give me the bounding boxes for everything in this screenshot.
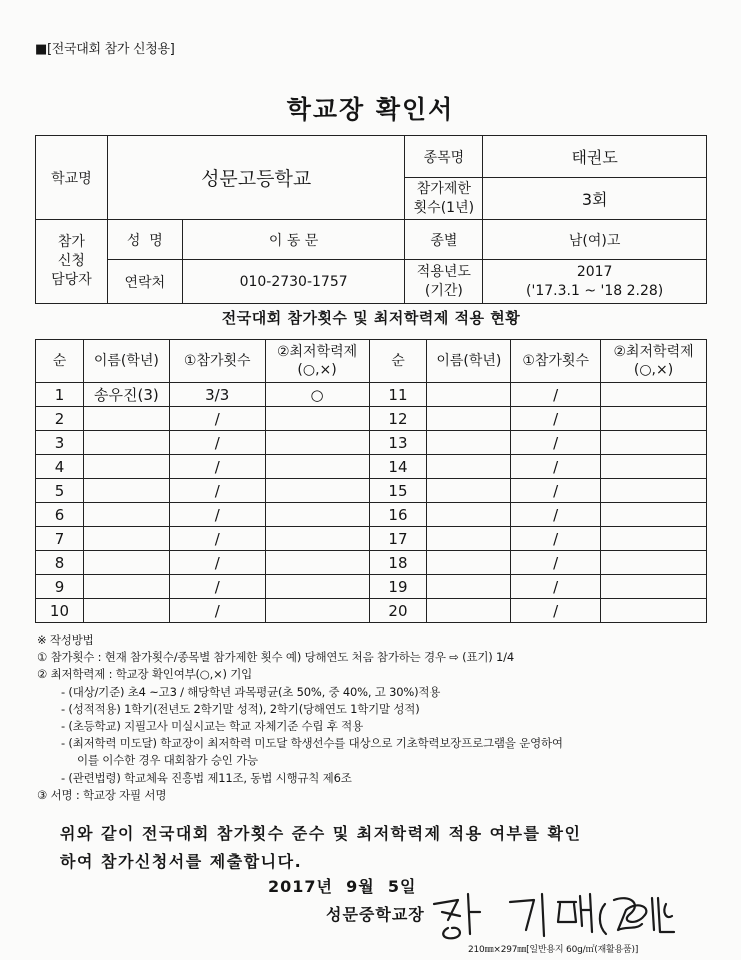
student-name [427,527,511,551]
row-number: 14 [369,455,427,479]
student-name [427,503,511,527]
row-number: 9 [36,575,84,599]
min-academic-check [601,383,707,407]
min-academic-check [265,407,369,431]
student-name [83,407,169,431]
row-number: 5 [36,479,84,503]
participation-count: / [169,551,265,575]
participation-count: / [169,431,265,455]
table-row [36,599,707,623]
participation-count: / [511,503,601,527]
sport-label: 종목명 [405,136,483,178]
min-academic-check [601,527,707,551]
table-row [36,383,707,407]
row-number: 12 [369,407,427,431]
min-academic-check [601,599,707,623]
note-line: ※ 작성방법 [37,633,94,647]
student-name [83,455,169,479]
table-row [36,431,707,455]
min-academic-check [265,527,369,551]
row-number: 17 [369,527,427,551]
document-title: 학교장 확인서 [286,95,455,124]
table-row [36,455,707,479]
min-academic-check [601,503,707,527]
student-name [427,407,511,431]
student-name [427,383,511,407]
row-number: 3 [36,431,84,455]
participation-count: / [169,575,265,599]
participation-count: / [511,479,601,503]
min-academic-check [265,455,369,479]
student-name [427,455,511,479]
name-label: 성 명 [107,220,182,260]
min-academic-check [601,407,707,431]
name-value: 이 동 문 [182,220,405,260]
declaration-line-1: 위와 같이 전국대회 참가횟수 준수 및 최저학력제 적용 여부를 확인 [60,824,582,843]
participation-count: / [169,479,265,503]
sport-value: 태권도 [483,136,707,178]
min-academic-check [601,455,707,479]
note-line: 이를 이수한 경우 대회참가 승인 가능 [77,753,258,768]
student-name: 송우진(3) [83,383,169,407]
period-value: 2017 ('17.3.1 ~ '18 2.28) [483,260,707,304]
gender-label: 종별 [405,220,483,260]
declaration [60,820,581,876]
student-name [427,551,511,575]
school-name-value: 성문고등학교 [107,136,405,220]
participation-count: / [511,599,601,623]
table-row [36,503,707,527]
participation-count: / [511,431,601,455]
table-row [36,575,707,599]
note-line: ② 최저학력제 : 학교장 확인여부(○,×) 기입 [37,667,253,682]
note-line: - (관련법령) 학교체육 진흥법 제11조, 동법 시행규칙 제6조 [61,770,352,785]
student-name [427,575,511,599]
gender-value: 남(여)고 [483,220,707,260]
principal-signature [430,886,690,942]
student-name [83,503,169,527]
student-name [83,599,169,623]
column-header: ②최저학력제 (○,×) [265,340,369,383]
phone-label: 연락처 [107,260,182,304]
min-academic-check [265,551,369,575]
row-number: 1 [36,383,84,407]
min-academic-check [265,479,369,503]
student-name [427,431,511,455]
paper-spec-footer: 210㎜×297㎜[일반용지 60g/㎡(재활용품)] [468,945,639,955]
table-row [36,551,707,575]
note-line: - (초등학교) 지필고사 미실시교는 학교 자체기준 수립 후 적용 [61,719,363,734]
min-academic-check [265,599,369,623]
participation-count: / [169,599,265,623]
row-number: 2 [36,407,84,431]
column-header: 순 [36,340,84,383]
submission-date: 2017년 9월 5일 [268,877,417,896]
school-name-label: 학교명 [36,136,108,220]
participation-count: / [511,551,601,575]
participation-count: / [511,527,601,551]
participation-count: / [169,503,265,527]
participation-limit-label: 참가제한 횟수(1년) [405,178,483,220]
period-label: 적용년도 (기간) [405,260,483,304]
min-academic-check [601,551,707,575]
row-number: 10 [36,599,84,623]
column-header: 순 [369,340,427,383]
student-name [427,479,511,503]
column-header: ②최저학력제 (○,×) [601,340,707,383]
column-header: 이름(학년) [83,340,169,383]
min-academic-check [601,575,707,599]
participation-count: / [169,455,265,479]
table-header-row [36,340,707,383]
min-academic-check [601,479,707,503]
table-title: 전국대회 참가횟수 및 최저학력제 적용 현황 [221,309,521,327]
table-row [36,407,707,431]
row-number: 19 [369,575,427,599]
participation-table [35,339,707,623]
column-header: 이름(학년) [427,340,511,383]
note-line: ③ 서명 : 학교장 자필 서명 [37,787,167,802]
participation-count: / [511,455,601,479]
min-academic-check [601,431,707,455]
min-academic-check [265,503,369,527]
row-number: 11 [369,383,427,407]
participation-limit-value: 3회 [483,178,707,220]
table-row [36,479,707,503]
contact-person-label: 참가 신청 담당자 [36,220,108,304]
writing-instructions [37,632,563,804]
row-number: 13 [369,431,427,455]
student-name [83,551,169,575]
min-academic-check [265,431,369,455]
form-type-tag: ■[전국대회 참가 신청용] [35,42,175,57]
participation-count: / [511,407,601,431]
row-number: 6 [36,503,84,527]
row-number: 15 [369,479,427,503]
note-line: - (성적적용) 1학기(전년도 2학기말 성적), 2학기(당해연도 1학기말 성적) [61,701,420,716]
row-number: 20 [369,599,427,623]
declaration-line-2: 하여 참가신청서를 제출합니다. [60,852,303,871]
min-academic-check [265,575,369,599]
principal-title: 성문중학교장 [326,905,425,924]
row-number: 4 [36,455,84,479]
participation-count: / [511,383,601,407]
column-header: ①참가횟수 [511,340,601,383]
note-line: - (최저학력 미도달) 학교장이 최저학력 미도달 학생선수를 대상으로 기초학력보장프로그램을 운영하여 [61,736,563,751]
row-number: 18 [369,551,427,575]
table-row [36,527,707,551]
note-line: ① 참가횟수 : 현재 참가횟수/종목별 참가제한 횟수 예) 당해연도 처음 참가하는 경우 ⇨ (표기) 1/4 [37,650,514,665]
row-number: 7 [36,527,84,551]
column-header: ①참가횟수 [169,340,265,383]
phone-value: 010-2730-1757 [182,260,405,304]
participation-count: 3/3 [169,383,265,407]
student-name [83,575,169,599]
school-info-table [35,135,707,304]
student-name [83,527,169,551]
student-name [83,479,169,503]
student-name [427,599,511,623]
note-line: - (대상/기준) 초4 ~고3 / 해당학년 과목평균(초 50%, 중 40%, 고 30%)적용 [61,684,441,699]
student-name [83,431,169,455]
participation-count: / [169,407,265,431]
min-academic-check: ○ [265,383,369,407]
row-number: 16 [369,503,427,527]
participation-count: / [511,575,601,599]
participation-count: / [169,527,265,551]
row-number: 8 [36,551,84,575]
